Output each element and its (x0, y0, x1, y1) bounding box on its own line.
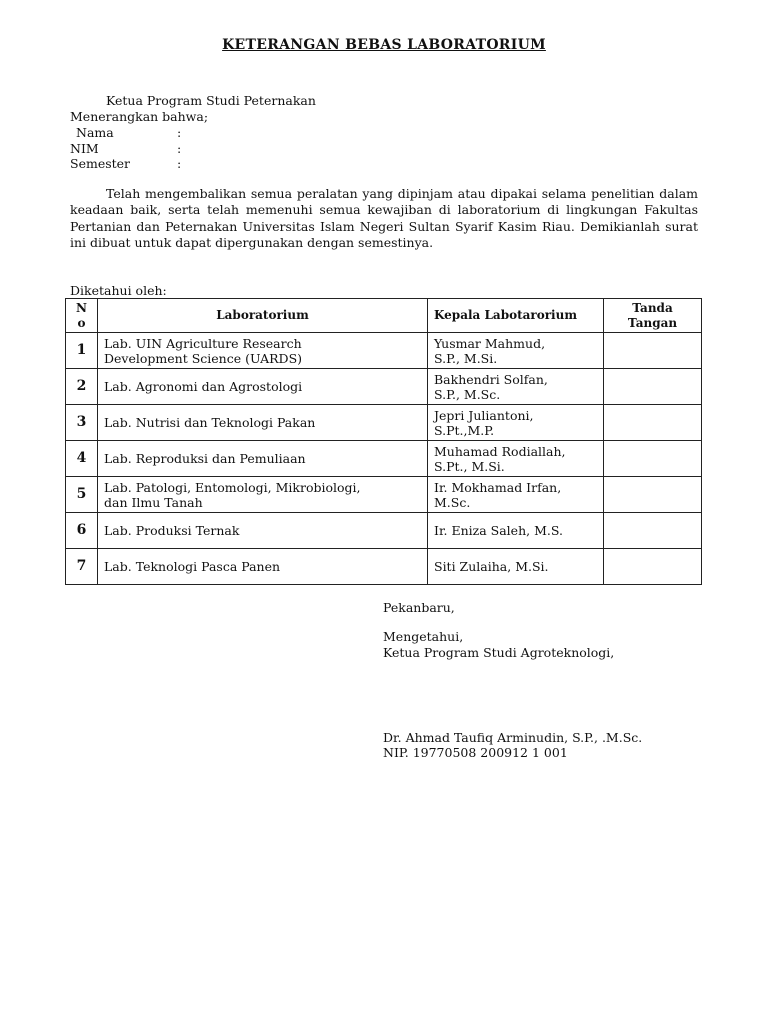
table-row (66, 549, 702, 585)
header-head-of-lab: Kepala Labotarorium (428, 299, 604, 333)
signature-cell[interactable] (604, 513, 702, 549)
name-label: Nama (76, 125, 114, 140)
signature-name: Dr. Ahmad Taufiq Arminudin, S.P., .M.Sc. (383, 730, 643, 745)
signature-cell[interactable] (604, 441, 702, 477)
signature-position: Ketua Program Studi Agroteknologi, (383, 645, 615, 660)
signature-cell[interactable] (604, 477, 702, 513)
table-header-row (66, 299, 702, 333)
statement-paragraph: Telah mengembalikan semua peralatan yang dipinjam atau dipakai selama penelitian dalam keadaan baik, serta telah memenuhi semua kewajiban di laboratorium di lingkungan Fakultas Pertanian dan Peternakan Universitas Islam Negeri Sultan Syarif Kasim Riau. Demikianlah surat ini dibuat untuk dapat dipergunakan dengan semestinya. (70, 186, 698, 250)
header-signature: Tanda Tangan (604, 299, 702, 333)
table-row (66, 369, 702, 405)
row-number: 5 (66, 477, 98, 513)
signature-place: Pekanbaru, (383, 600, 455, 615)
lab-name: Lab. Agronomi dan Agrostologi (98, 369, 428, 405)
table-row (66, 441, 702, 477)
header-no: N o (66, 299, 98, 333)
lab-head: Bakhendri Solfan, S.P., M.Sc. (428, 369, 604, 405)
table-row (66, 477, 702, 513)
lab-head: Ir. Mokhamad Irfan, M.Sc. (428, 477, 604, 513)
nim-label: NIM (70, 141, 99, 156)
lab-head: Siti Zulaiha, M.Si. (428, 549, 604, 585)
row-number: 7 (66, 549, 98, 585)
lab-head: Ir. Eniza Saleh, M.S. (428, 513, 604, 549)
row-number: 2 (66, 369, 98, 405)
laboratory-table (65, 298, 702, 585)
table-row (66, 513, 702, 549)
addressee: Ketua Program Studi Peternakan (106, 93, 316, 108)
signature-cell[interactable] (604, 333, 702, 369)
lab-head: Jepri Juliantoni, S.Pt.,M.P. (428, 405, 604, 441)
lab-name: Lab. UIN Agriculture Research Development Science (UARDS) (98, 333, 428, 369)
row-number: 4 (66, 441, 98, 477)
signature-cell[interactable] (604, 405, 702, 441)
signature-cell[interactable] (604, 549, 702, 585)
nim-colon: : (177, 141, 182, 156)
row-number: 3 (66, 405, 98, 441)
lab-name: Lab. Produksi Ternak (98, 513, 428, 549)
table-row (66, 405, 702, 441)
known-by-label: Diketahui oleh: (70, 283, 167, 298)
signature-cell[interactable] (604, 369, 702, 405)
signature-nip: NIP. 19770508 200912 1 001 (383, 745, 568, 760)
header-laboratory: Laboratorium (98, 299, 428, 333)
row-number: 6 (66, 513, 98, 549)
lab-name: Lab. Reproduksi dan Pemuliaan (98, 441, 428, 477)
semester-label: Semester (70, 156, 131, 171)
lab-name: Lab. Teknologi Pasca Panen (98, 549, 428, 585)
lab-head: Muhamad Rodiallah, S.Pt., M.Si. (428, 441, 604, 477)
lab-name: Lab. Patologi, Entomologi, Mikrobiologi, dan Ilmu Tanah (98, 477, 428, 513)
row-number: 1 (66, 333, 98, 369)
name-colon: : (177, 125, 182, 140)
semester-colon: : (177, 156, 182, 171)
intro-text: Menerangkan bahwa; (70, 109, 209, 124)
lab-name: Lab. Nutrisi dan Teknologi Pakan (98, 405, 428, 441)
table-row (66, 333, 702, 369)
document-title: KETERANGAN BEBAS LABORATORIUM (222, 37, 546, 53)
signature-known: Mengetahui, (383, 629, 464, 644)
lab-head: Yusmar Mahmud, S.P., M.Si. (428, 333, 604, 369)
